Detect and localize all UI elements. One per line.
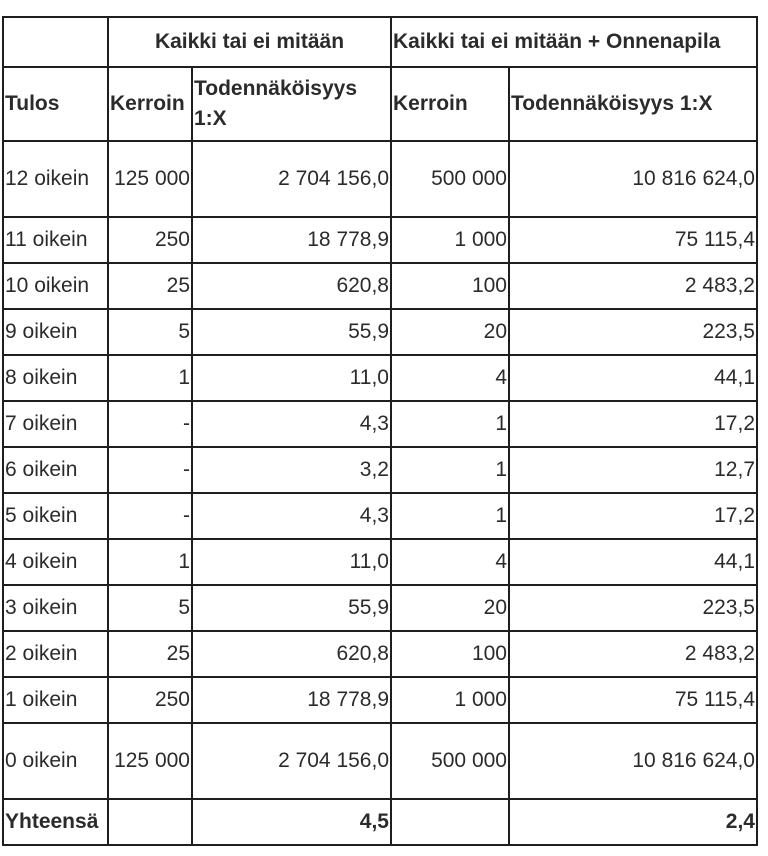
cell-todennakoisyys-2: 10 816 624,0 xyxy=(509,141,757,217)
cell-todennakoisyys-1: 2 704 156,0 xyxy=(192,723,391,799)
table-row xyxy=(3,677,757,723)
cell-tulos: 11 oikein xyxy=(3,217,108,263)
cell-todennakoisyys-1: 3,2 xyxy=(192,447,391,493)
table-row xyxy=(3,217,757,263)
cell-kerroin-2: 1 000 xyxy=(391,677,509,723)
total-todennakoisyys-2: 2,4 xyxy=(509,799,757,845)
table-row xyxy=(3,723,757,799)
cell-kerroin-1: 250 xyxy=(108,677,192,723)
table-row xyxy=(3,493,757,539)
cell-todennakoisyys-2: 10 816 624,0 xyxy=(509,723,757,799)
empty-corner-cell xyxy=(3,17,108,67)
cell-kerroin-2: 1 xyxy=(391,401,509,447)
cell-todennakoisyys-1: 18 778,9 xyxy=(192,217,391,263)
cell-kerroin-1: 1 xyxy=(108,355,192,401)
cell-kerroin-2: 1 xyxy=(391,447,509,493)
cell-kerroin-1: 25 xyxy=(108,263,192,309)
cell-kerroin-2: 500 000 xyxy=(391,141,509,217)
cell-todennakoisyys-1: 620,8 xyxy=(192,631,391,677)
odds-table xyxy=(2,16,758,846)
cell-kerroin-1: 5 xyxy=(108,585,192,631)
column-header-tulos: Tulos xyxy=(3,67,108,141)
table-row xyxy=(3,539,757,585)
cell-todennakoisyys-1: 18 778,9 xyxy=(192,677,391,723)
cell-tulos: 7 oikein xyxy=(3,401,108,447)
cell-tulos: 8 oikein xyxy=(3,355,108,401)
cell-todennakoisyys-2: 2 483,2 xyxy=(509,631,757,677)
cell-todennakoisyys-2: 17,2 xyxy=(509,493,757,539)
cell-kerroin-1: - xyxy=(108,401,192,447)
cell-todennakoisyys-2: 223,5 xyxy=(509,309,757,355)
cell-tulos: 5 oikein xyxy=(3,493,108,539)
cell-tulos: 10 oikein xyxy=(3,263,108,309)
table-row xyxy=(3,309,757,355)
cell-todennakoisyys-2: 12,7 xyxy=(509,447,757,493)
total-kerroin-2 xyxy=(391,799,509,845)
table-body xyxy=(3,141,757,799)
cell-todennakoisyys-1: 55,9 xyxy=(192,309,391,355)
cell-kerroin-2: 500 000 xyxy=(391,723,509,799)
cell-kerroin-1: 125 000 xyxy=(108,723,192,799)
cell-todennakoisyys-1: 11,0 xyxy=(192,355,391,401)
column-header-row xyxy=(3,67,757,141)
total-kerroin-1 xyxy=(108,799,192,845)
cell-tulos: 4 oikein xyxy=(3,539,108,585)
cell-kerroin-2: 1 000 xyxy=(391,217,509,263)
cell-kerroin-1: - xyxy=(108,447,192,493)
total-todennakoisyys-1: 4,5 xyxy=(192,799,391,845)
cell-todennakoisyys-2: 2 483,2 xyxy=(509,263,757,309)
cell-kerroin-2: 4 xyxy=(391,355,509,401)
cell-kerroin-2: 100 xyxy=(391,263,509,309)
cell-kerroin-2: 100 xyxy=(391,631,509,677)
cell-todennakoisyys-1: 11,0 xyxy=(192,539,391,585)
cell-kerroin-1: 250 xyxy=(108,217,192,263)
cell-tulos: 0 oikein xyxy=(3,723,108,799)
column-header-kerroin-1: Kerroin xyxy=(108,67,192,141)
cell-tulos: 12 oikein xyxy=(3,141,108,217)
cell-todennakoisyys-2: 17,2 xyxy=(509,401,757,447)
total-label: Yhteensä xyxy=(3,799,108,845)
cell-kerroin-1: 1 xyxy=(108,539,192,585)
table-row xyxy=(3,263,757,309)
cell-todennakoisyys-1: 2 704 156,0 xyxy=(192,141,391,217)
column-header-todennakoisyys-1: Todennäköisyys 1:X xyxy=(192,67,391,141)
total-row xyxy=(3,799,757,845)
table-row xyxy=(3,631,757,677)
cell-todennakoisyys-2: 75 115,4 xyxy=(509,677,757,723)
cell-kerroin-1: 25 xyxy=(108,631,192,677)
cell-todennakoisyys-2: 223,5 xyxy=(509,585,757,631)
cell-kerroin-1: 125 000 xyxy=(108,141,192,217)
cell-kerroin-1: - xyxy=(108,493,192,539)
table-row xyxy=(3,141,757,217)
cell-todennakoisyys-2: 75 115,4 xyxy=(509,217,757,263)
column-header-kerroin-2: Kerroin xyxy=(391,67,509,141)
group-header-kaikki: Kaikki tai ei mitään xyxy=(108,17,391,67)
cell-kerroin-2: 20 xyxy=(391,309,509,355)
cell-kerroin-2: 20 xyxy=(391,585,509,631)
group-header-onnenapila: Kaikki tai ei mitään + Onnenapila xyxy=(391,17,757,67)
cell-kerroin-2: 1 xyxy=(391,493,509,539)
cell-todennakoisyys-1: 4,3 xyxy=(192,401,391,447)
group-header-row xyxy=(3,17,757,67)
cell-todennakoisyys-1: 620,8 xyxy=(192,263,391,309)
cell-todennakoisyys-1: 4,3 xyxy=(192,493,391,539)
cell-tulos: 6 oikein xyxy=(3,447,108,493)
table-row xyxy=(3,585,757,631)
cell-tulos: 9 oikein xyxy=(3,309,108,355)
table-row xyxy=(3,401,757,447)
column-header-todennakoisyys-2: Todennäköisyys 1:X xyxy=(509,67,757,141)
cell-todennakoisyys-1: 55,9 xyxy=(192,585,391,631)
table-row xyxy=(3,447,757,493)
table-row xyxy=(3,355,757,401)
cell-tulos: 1 oikein xyxy=(3,677,108,723)
cell-tulos: 2 oikein xyxy=(3,631,108,677)
cell-todennakoisyys-2: 44,1 xyxy=(509,539,757,585)
cell-kerroin-1: 5 xyxy=(108,309,192,355)
cell-todennakoisyys-2: 44,1 xyxy=(509,355,757,401)
cell-kerroin-2: 4 xyxy=(391,539,509,585)
cell-tulos: 3 oikein xyxy=(3,585,108,631)
